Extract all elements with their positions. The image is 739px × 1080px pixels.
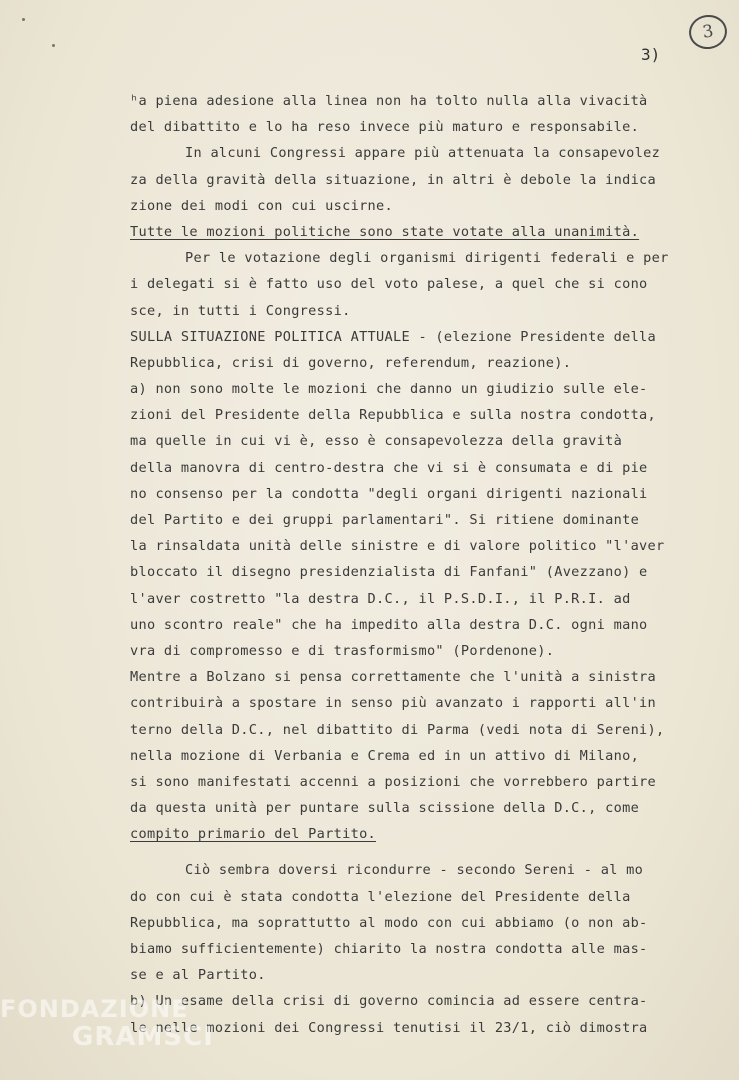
text-line: del Partito e dei gruppi parlamentari". Si ritiene dominante: [130, 512, 640, 528]
text-line: ʰa piena adesione alla linea non ha tolto nulla alla vivacità: [130, 93, 648, 109]
text-line: b) Un esame della crisi di governo comincia ad essere centra-: [130, 993, 648, 1010]
text-line: Ciò sembra doversi ricondurre - secondo Sereni - al mo: [185, 862, 644, 879]
text-line: ma quelle in cui vi è, esso è consapevolezza della gravità: [130, 433, 623, 450]
text-line: nella mozione di Verbania e Crema ed in un attivo di Milano,: [130, 747, 640, 764]
text-line: In alcuni Congressi appare più attenuata la consapevolez: [185, 145, 661, 162]
text-line: uno scontro reale" che ha impedito alla destra D.C. ogni mano: [130, 616, 648, 633]
text-line: Repubblica, ma soprattutto al modo con cui abbiamo (o non ab-: [130, 914, 648, 931]
archive-stamp: 3: [687, 13, 729, 52]
watermark-line1: FONDAZIONE: [0, 995, 189, 1023]
text-line: zione dei modi con cui uscirne.: [130, 197, 394, 214]
text-line: se e al Partito.: [130, 967, 266, 984]
watermark: [0, 995, 214, 1051]
text-line: terno della D.C., nel dibattito di Parma (vedi nota di Sereni),: [130, 721, 665, 738]
text-line: za della gravità della situazione, in altri è debole la indica: [130, 171, 657, 188]
watermark-line2: GRAMSCI: [72, 1022, 214, 1052]
text-line: del dibattito e lo ha reso invece più maturo e responsabile.: [130, 119, 640, 136]
typed-body-text: [130, 88, 690, 1041]
text-line: si sono manifestati accenni a posizioni che vorrebbero partire: [130, 773, 657, 790]
text-line: Per le votazione degli organismi dirigenti federali e per: [185, 250, 669, 267]
punch-hole: [52, 44, 55, 47]
page-number: 3): [641, 45, 661, 64]
text-line: zioni del Presidente della Repubblica e sulla nostra condotta,: [130, 407, 657, 424]
punch-hole: [22, 18, 25, 21]
text-line: contribuirà a spostare in senso più avanzato i rapporti all'in: [130, 695, 657, 712]
text-line: Mentre a Bolzano si pensa correttamente che l'unità a sinistra: [130, 669, 657, 686]
text-line: compito primario del Partito.: [130, 826, 377, 843]
text-line: biamo sufficientemente) chiarito la nostra condotta alle mas-: [130, 941, 648, 957]
text-line: sce, in tutti i Congressi.: [130, 302, 351, 319]
text-line: Tutte le mozioni politiche sono state votate alla unanimità.: [130, 223, 640, 240]
text-line: della manovra di centro-destra che vi si è consumata e di pie: [130, 459, 648, 476]
text-line: bloccato il disegno presidenzialista di Fanfani" (Avezzano) e: [130, 564, 648, 581]
text-line: do con cui è stata condotta l'elezione del Presidente della: [130, 888, 631, 905]
text-line: no consenso per la condotta "degli organi dirigenti nazionali: [130, 485, 648, 502]
text-line: i delegati si è fatto uso del voto palese, a quel che si cono: [130, 276, 648, 293]
text-line: da questa unità per puntare sulla scissione della D.C., come: [130, 800, 640, 817]
text-line: Repubblica, crisi di governo, referendum, reazione).: [130, 354, 572, 371]
text-line: l'aver costretto "la destra D.C., il P.S.D.I., il P.R.I. ad: [130, 590, 631, 607]
text-line: la rinsaldata unità delle sinistre e di valore politico "l'aver: [130, 538, 665, 555]
text-line: SULLA SITUAZIONE POLITICA ATTUALE - (elezione Presidente della: [130, 328, 657, 345]
text-line: le nelle mozioni dei Congressi tenutisi il 23/1, ciò dimostra: [130, 1019, 648, 1036]
text-line: a) non sono molte le mozioni che danno un giudizio sulle ele-: [130, 381, 648, 398]
text-line: vra di compromesso e di trasformismo" (Pordenone).: [130, 642, 555, 659]
